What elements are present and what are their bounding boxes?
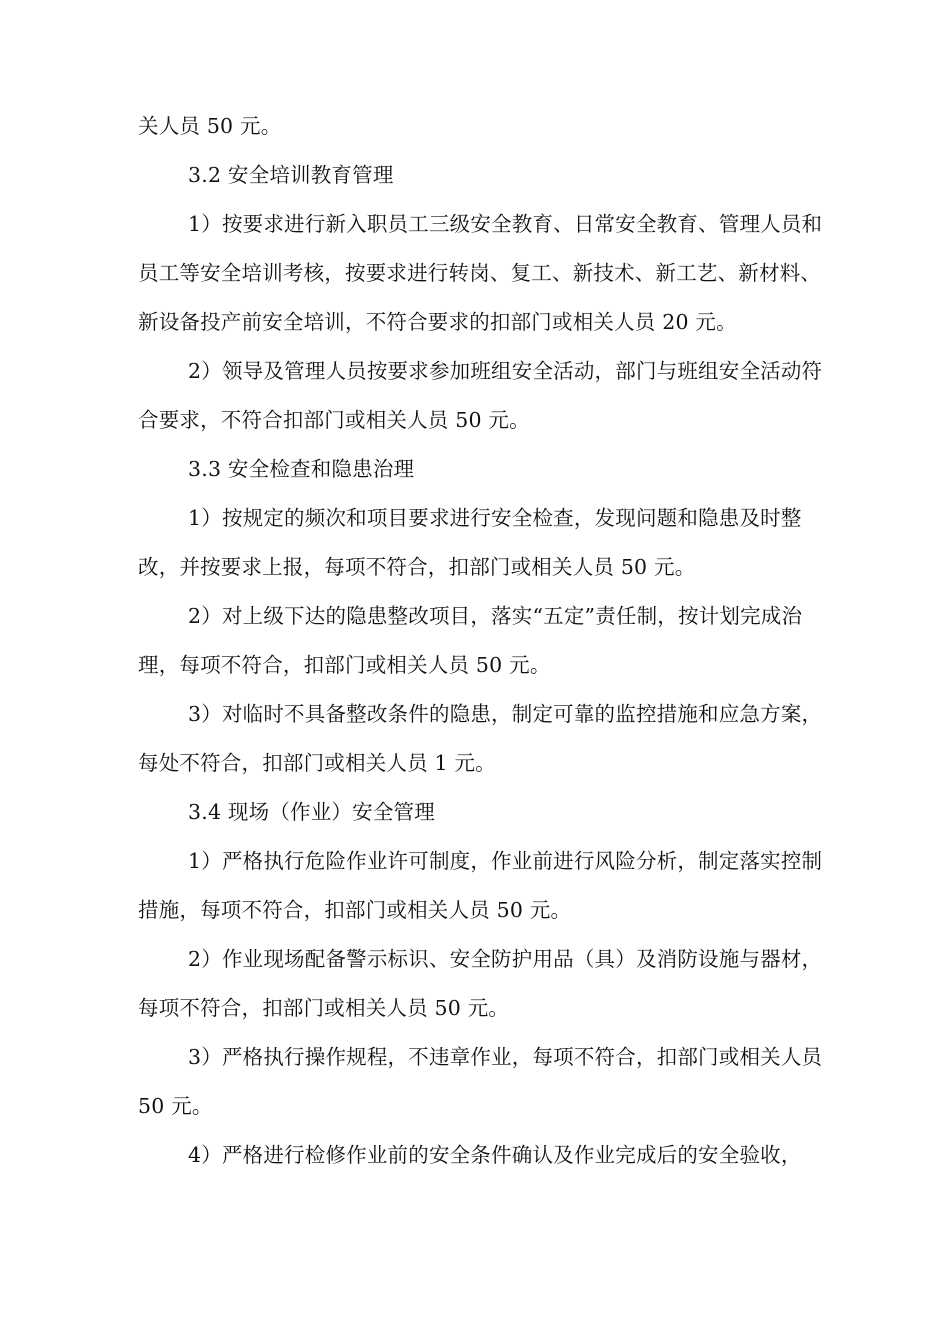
section-heading-3-4: 3.4 现场（作业）安全管理 (188, 800, 435, 824)
list-item-paragraph: 1）按规定的频次和项目要求进行安全检查，发现问题和隐患及时整改，并按要求上报，每项不符合，扣部门或相关人员 50 元。 (138, 506, 802, 579)
list-item-paragraph: 2）作业现场配备警示标识、安全防护用品（具）及消防设施与器材，每项不符合，扣部门或相关人员 50 元。 (138, 947, 823, 1020)
section-heading-3-3: 3.3 安全检查和隐患治理 (188, 457, 415, 481)
list-item-paragraph: 1）按要求进行新入职员工三级安全教育、日常安全教育、管理人员和员工等安全培训考核，按要求进行转岗、复工、新技术、新工艺、新材料、新设备投产前安全培训，不符合要求的扣部门或相关人员 20 元。 (138, 212, 823, 334)
list-item-paragraph: 1）严格执行危险作业许可制度，作业前进行风险分析，制定落实控制措施，每项不符合，扣部门或相关人员 50 元。 (138, 849, 823, 922)
list-item-paragraph: 3）对临时不具备整改条件的隐患，制定可靠的监控措施和应急方案，每处不符合，扣部门或相关人员 1 元。 (138, 702, 823, 775)
document-body (138, 102, 826, 1180)
list-item-paragraph: 2）领导及管理人员按要求参加班组安全活动，部门与班组安全活动符合要求，不符合扣部门或相关人员 50 元。 (138, 359, 823, 432)
section-heading-3-2: 3.2 安全培训教育管理 (188, 163, 394, 187)
list-item-paragraph: 2）对上级下达的隐患整改项目，落实“五定”责任制，按计划完成治理，每项不符合，扣部门或相关人员 50 元。 (138, 604, 803, 677)
list-item-paragraph: 3）严格执行操作规程，不违章作业，每项不符合，扣部门或相关人员 50 元。 (138, 1045, 823, 1118)
list-item-paragraph: 4）严格进行检修作业前的安全条件确认及作业完成后的安全验收， (188, 1143, 802, 1167)
continuation-paragraph: 关人员 50 元。 (138, 114, 282, 138)
